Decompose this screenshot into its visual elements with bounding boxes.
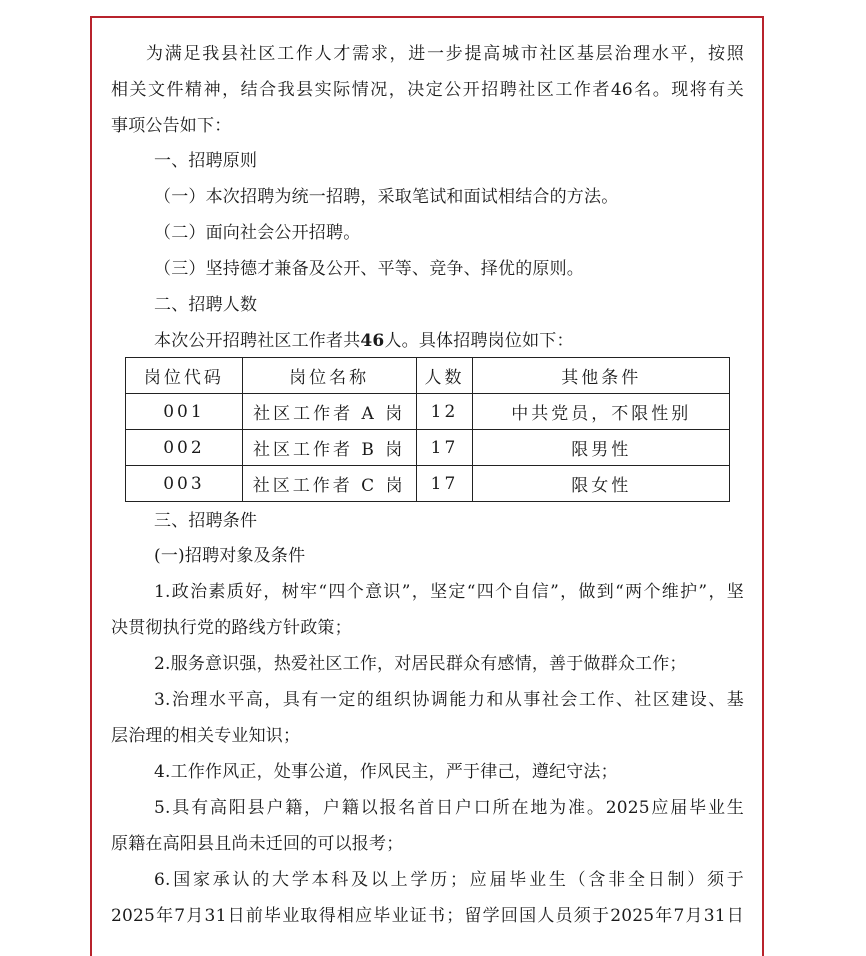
section-1-item-3: （三）坚持德才兼备及公开、平等、竞争、择优的原则。	[154, 259, 584, 279]
condition-4: 4.工作作风正，处事公道，作风民主，严于律己，遵纪守法；	[154, 762, 618, 782]
condition-3-line-1: 3.治理水平高，具有一定的组织协调能力和从事社会工作、社区建设、基	[154, 690, 744, 710]
cell-post-name: 社区工作者 C 岗	[242, 466, 416, 502]
table-row	[126, 394, 730, 430]
section-1-heading: 一、招聘原则	[154, 151, 258, 171]
positions-table	[125, 357, 730, 502]
section-3-subheading: (一)招聘对象及条件	[154, 546, 306, 566]
recruit-summary-prefix: 本次公开招聘社区工作者共	[154, 331, 361, 351]
recruit-summary	[154, 330, 574, 352]
cell-post-code: 002	[126, 430, 243, 466]
cell-headcount: 12	[416, 394, 473, 430]
condition-6-line-2: 2025年7月31日前毕业取得相应毕业证书；留学回国人员须于2025年7月31日	[111, 906, 744, 926]
cell-other-conditions: 限女性	[473, 466, 730, 502]
cell-headcount: 17	[416, 430, 473, 466]
condition-6-line-1: 6.国家承认的大学本科及以上学历；应届毕业生（含非全日制）须于	[154, 870, 744, 890]
cell-post-code: 003	[126, 466, 243, 502]
table-row	[126, 466, 730, 502]
header-post-code: 岗位代码	[126, 358, 243, 394]
condition-1-line-2: 决贯彻执行党的路线方针政策；	[111, 618, 352, 638]
condition-5-line-2: 原籍在高阳县且尚未迁回的可以报考；	[111, 834, 404, 854]
section-2-heading: 二、招聘人数	[154, 295, 258, 315]
recruit-summary-suffix: 人。具体招聘岗位如下：	[384, 331, 574, 351]
table-header-row	[126, 358, 730, 394]
condition-5-line-1: 5.具有高阳县户籍，户籍以报名首日户口所在地为准。2025应届毕业生	[154, 798, 744, 818]
header-headcount: 人数	[416, 358, 473, 394]
table-row	[126, 430, 730, 466]
intro-line-2: 相关文件精神，结合我县实际情况，决定公开招聘社区工作者46名。现将有关	[111, 80, 744, 100]
recruit-total-count: 46	[360, 331, 385, 351]
cell-post-code: 001	[126, 394, 243, 430]
section-3-heading: 三、招聘条件	[154, 511, 258, 531]
cell-post-name: 社区工作者 A 岗	[242, 394, 416, 430]
header-post-name: 岗位名称	[242, 358, 416, 394]
header-other-conditions: 其他条件	[473, 358, 730, 394]
condition-3-line-2: 层治理的相关专业知识；	[111, 726, 301, 746]
condition-1-line-1: 1.政治素质好，树牢“四个意识”，坚定“四个自信”，做到“两个维护”，坚	[154, 582, 744, 602]
section-1-item-1: （一）本次招聘为统一招聘，采取笔试和面试相结合的方法。	[154, 187, 619, 207]
condition-2: 2.服务意识强，热爱社区工作，对居民群众有感情，善于做群众工作；	[154, 654, 687, 674]
intro-line-1: 为满足我县社区工作人才需求，进一步提高城市社区基层治理水平，按照	[146, 44, 744, 64]
cell-headcount: 17	[416, 466, 473, 502]
cell-post-name: 社区工作者 B 岗	[242, 430, 416, 466]
section-1-item-2: （二）面向社会公开招聘。	[154, 223, 361, 243]
cell-other-conditions: 限男性	[473, 430, 730, 466]
intro-line-3: 事项公告如下：	[111, 116, 232, 136]
cell-other-conditions: 中共党员，不限性别	[473, 394, 730, 430]
